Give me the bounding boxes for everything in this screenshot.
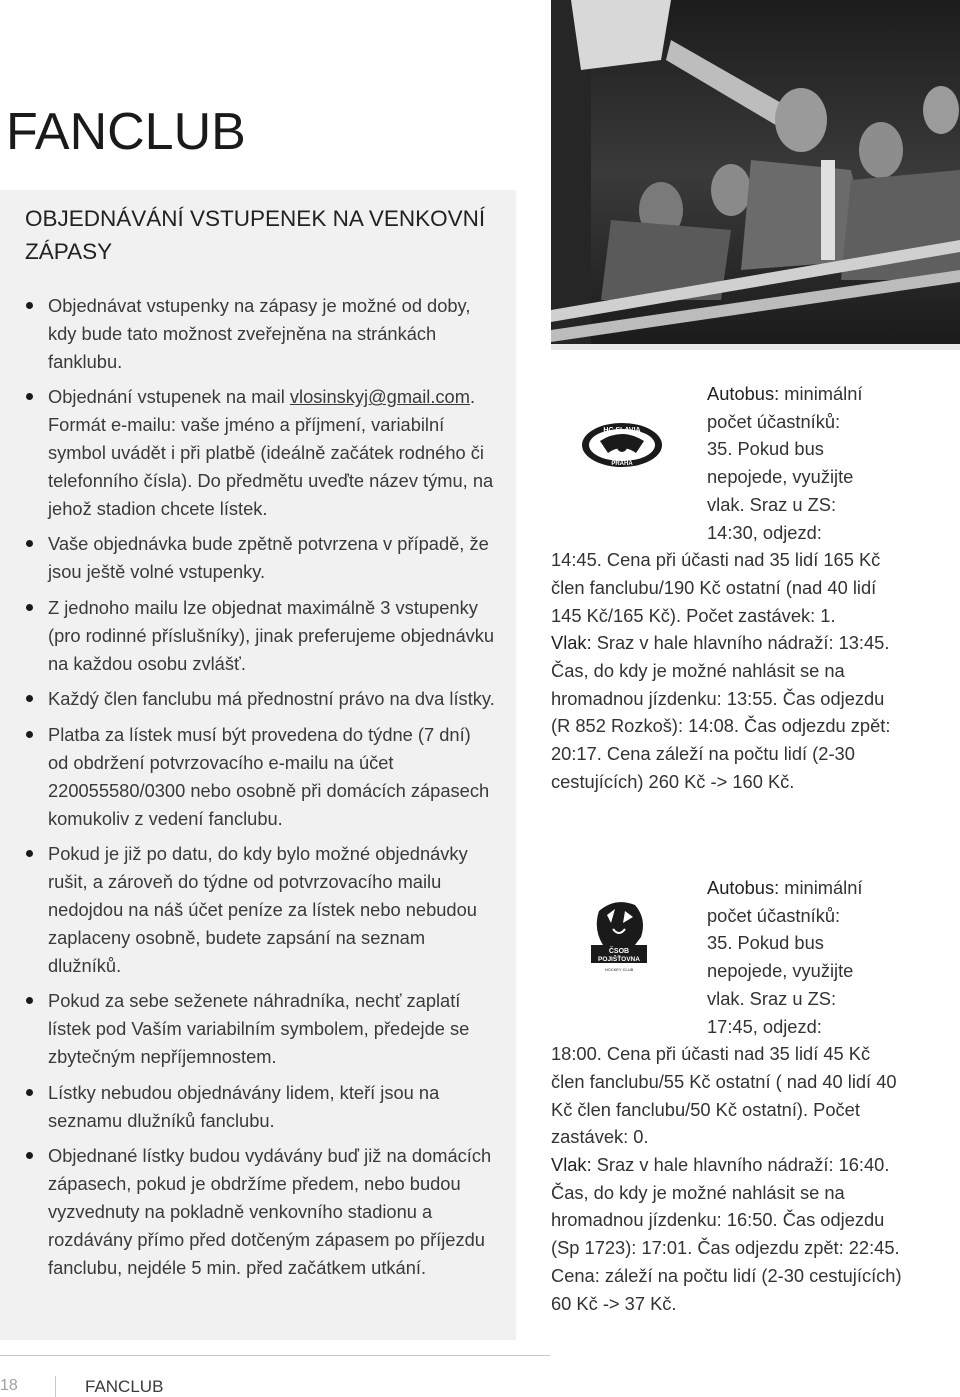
footer-title: FANCLUB (85, 1377, 164, 1396)
rule-item-email (25, 383, 495, 522)
pardubice-logo-mid: POJIŠŤOVNA (598, 956, 640, 963)
rule-item: Objednávat vstupenky na zápasy je možné od doby, kdy bude tato možnost zveřejněna na stránkách fanklubu. (25, 292, 495, 375)
bus-line: počet účastníků: (707, 904, 841, 926)
bus-line: 35. Pokud bus (707, 438, 824, 460)
travel-info-1 (551, 380, 907, 796)
bus-line: 17:45, odjezd: (707, 1015, 822, 1037)
slavia-logo-top: HC SLAVIA (603, 427, 641, 434)
bus-line: minimální (779, 383, 863, 404)
page-title: FANCLUB (6, 103, 246, 161)
email-link[interactable]: vlosinskyj@gmail.com (289, 386, 470, 408)
bus-label: Autobus: (707, 383, 780, 404)
pardubice-logo-bottom: HOCKEY CLUB (604, 967, 634, 972)
bus-info (551, 874, 907, 1151)
rule-item: Objednané lístky budou vydávány buď již na domácích zápasech, pokud je obdržíme předem, nebo budou vyzvednuty na pokladně venkovního stadionu a rozdávány přímo před dotčeným zápasem po příjezdu fanclubu, nejdéle 5 min. před začátkem utkání. (25, 1142, 495, 1281)
bus-line: nepojede, využijte (707, 466, 854, 488)
train-details: Sraz v hale hlavního nádraží: 16:40. Čas, do kdy je možné nahlásit se na hromadnou jízdenku: 16:50. Čas odjezdu (Sp 1723): 17:01. Čas odjezdu zpět: 22:45. Cena: záleží na počtu lidí (2-30 cestujících) 60 Kč -> 37 Kč. (551, 1154, 902, 1314)
bus-info (551, 380, 907, 629)
rules-list (25, 292, 495, 1289)
train-info (551, 629, 907, 795)
rule-item: Vaše objednávka bude zpětně potvrzena v případě, že jsou ještě volné vstupenky. (25, 530, 495, 586)
train-label: Vlak: (551, 1154, 592, 1176)
rule-item: Každý člen fanclubu má přednostní právo na dva lístky. (25, 685, 495, 713)
rule-item: Platba za lístek musí být provedena do týdne (7 dní) od obdržení potvrzovacího e-mailu na účet 220055580/0300 nebo osobně při domácích zápasech komukoliv z vedení fanclubu. (25, 721, 495, 832)
fans-photo (551, 0, 960, 350)
bus-line: počet účastníků: (707, 410, 841, 432)
bus-label: Autobus: (707, 877, 780, 898)
bus-details: 14:45. Cena při účasti nad 35 lidí 165 Kč člen fanclubu/190 Kč ostatní (nad 40 lidí 145 Kč/165 Kč). Počet zastávek: 1. (551, 549, 881, 626)
travel-info-2 (551, 874, 907, 1317)
rule-item: Pokud za sebe seženete náhradníka, nechť zaplatí lístek pod Vaším variabilním symbolem, předejde se zbytečným nepříjemnostem. (25, 987, 495, 1070)
footer-divider (0, 1355, 550, 1356)
page-number: 18 (0, 1377, 18, 1394)
bus-line: 35. Pokud bus (707, 932, 824, 954)
rule-text: Objednání vstupenek na mail (48, 386, 290, 408)
bus-line: vlak. Sraz u ZS: (707, 493, 837, 515)
bus-line: 14:30, odjezd: (707, 521, 822, 543)
train-label: Vlak: (551, 632, 592, 654)
bus-line: nepojede, využijte (707, 960, 854, 982)
rule-item: Lístky nebudou objednávány lidem, kteří jsou na seznamu dlužníků fanclubu. (25, 1079, 495, 1135)
section-title: OBJEDNÁVÁNÍ VSTUPENEK NA VENKOVNÍ ZÁPASY (25, 206, 486, 264)
train-info (551, 1151, 907, 1317)
rule-text: . Formát e-mailu: vaše jméno a příjmení, variabilní symbol uvádět i při platbě (ideálně začátek rodného či telefonního čísla). Do předmětu uveďte název týmu, na jehož stadion chcete lístek. (48, 386, 494, 519)
rule-item: Pokud je již po datu, do kdy bylo možné objednávky rušit, a zároveň do týdne od potvrzovacího mailu nedojdou na náš účet peníze za lístek nebo nebudou zaplaceny osobně, budete zapsání na seznam dlužníků. (25, 840, 495, 979)
bus-line: minimální (779, 877, 863, 898)
train-details: Sraz v hale hlavního nádraží: 13:45. Čas, do kdy je možné nahlásit se na hromadnou jízdenku: 13:55. Čas odjezdu (R 852 Rozkoš): 14:08. Čas odjezdu zpět: 20:17. Cena záleží na počtu lidí (2-30 cestujících) 260 Kč -> 160 Kč. (551, 632, 891, 792)
pardubice-logo-top: ČSOB (608, 948, 630, 955)
slavia-logo-bottom: PRAHA (611, 461, 633, 467)
rule-item: Z jednoho mailu lze objednat maximálně 3 vstupenky (pro rodinné příslušníky), jinak preferujeme objednávku na každou osobu zvlášť. (25, 594, 495, 677)
bus-details: 18:00. Cena při účasti nad 35 lidí 45 Kč člen fanclubu/55 Kč ostatní ( nad 40 lidí 40 Kč člen fanclubu/50 Kč ostatní). Počet zastávek: 0. (551, 1043, 897, 1148)
footer-separator (55, 1376, 56, 1397)
bus-line: vlak. Sraz u ZS: (707, 987, 837, 1009)
